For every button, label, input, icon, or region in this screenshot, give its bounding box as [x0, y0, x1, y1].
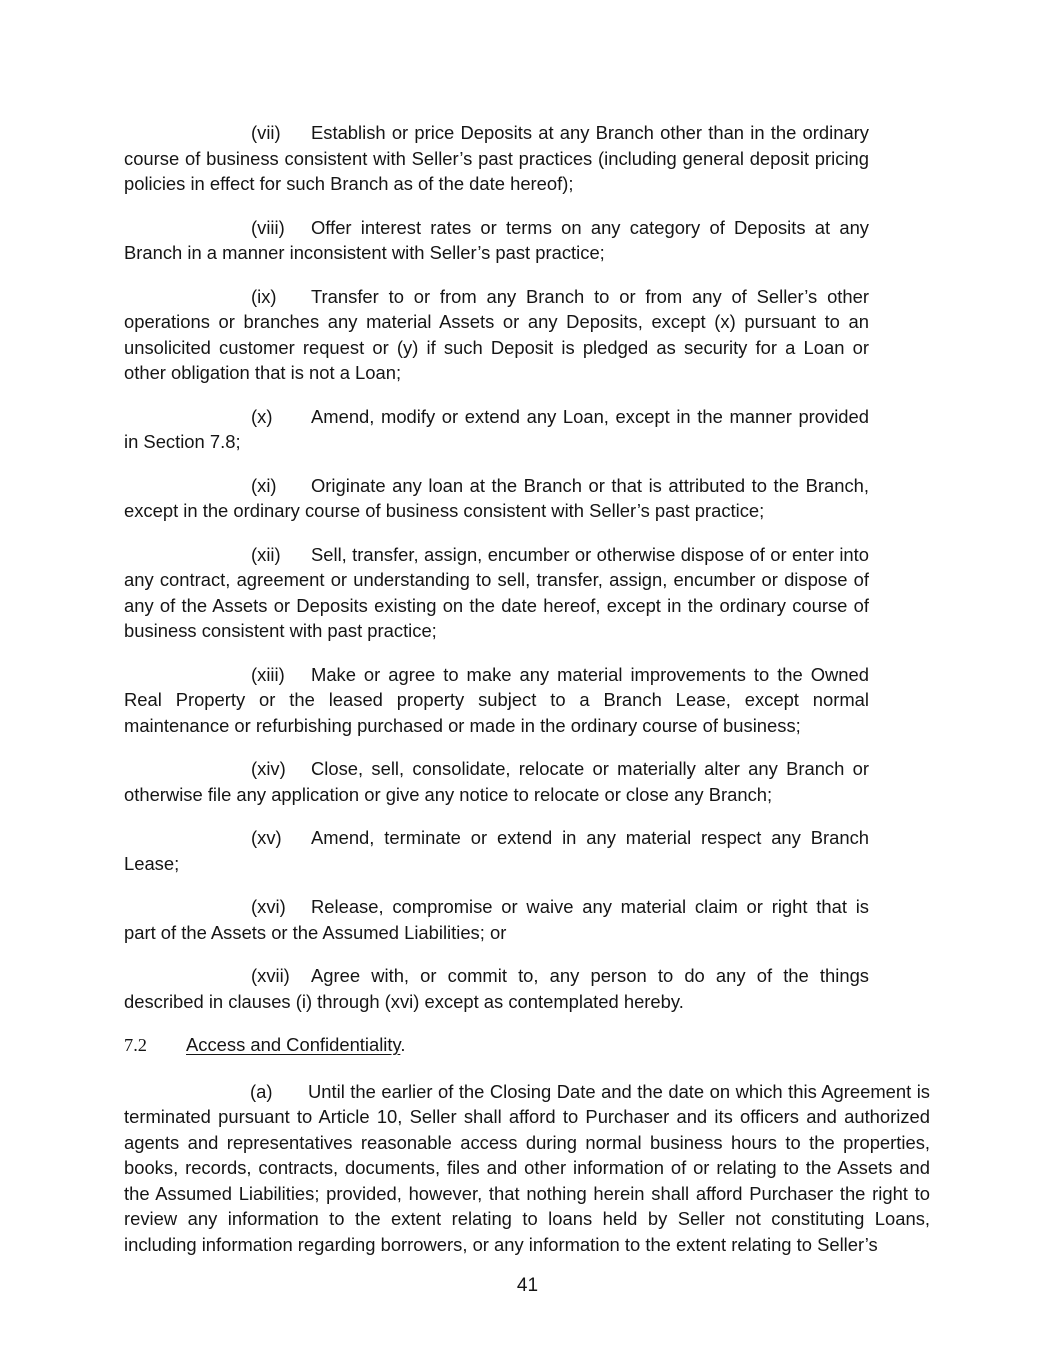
clause-number: (xvi): [251, 896, 286, 917]
clause-xiii: [124, 662, 869, 739]
section-title: Access and Confidentiality: [186, 1034, 401, 1055]
clause-number: (xvii): [251, 965, 290, 986]
clause-number: (x): [251, 405, 273, 427]
clause-number: (vii): [251, 122, 281, 143]
clause-text: Release, compromise or waive any material claim or right that is part of the Assets or the Assumed Liabilities; or: [124, 896, 869, 943]
paragraph-a: [124, 1079, 930, 1258]
clause-text: Originate any loan at the Branch or that is attributed to the Branch, except in the ordinary course of business consistent with Seller’s past practice;: [124, 474, 869, 521]
clause-xvi: [124, 894, 869, 945]
clause-text: Agree with, or commit to, any person to do any of the things described in clauses (i) through (xvi) except as contemplated hereby.: [124, 965, 869, 1012]
clause-text: Make or agree to make any material improvements to the Owned Real Property or the leased property subject to a Branch Lease, except normal maintenance or refurbishing purchased or made in the ordinary course of business;: [124, 663, 869, 736]
clause-text: Establish or price Deposits at any Branch other than in the ordinary course of business consistent with Seller’s past practices (including general deposit pricing policies in effect for such Branch as of the date hereof);: [124, 122, 869, 194]
section-number: 7.2: [124, 1035, 147, 1055]
clause-vii: [124, 120, 869, 197]
clause-number: (xiv): [251, 758, 286, 779]
clause-number: (xv): [251, 827, 282, 848]
clause-xi: [124, 473, 869, 524]
clause-ix: [124, 284, 869, 386]
clause-xvii: [124, 963, 869, 1014]
clause-text: Amend, modify or extend any Loan, except in the manner provided in Section 7.8;: [124, 405, 869, 452]
clause-text: Sell, transfer, assign, encumber or otherwise dispose of or enter into any contract, agreement or understanding to sell, transfer, assign, encumber or dispose of any of the Assets or Deposits existing on the date hereof, except in the ordinary course of business consistent with past practice;: [124, 543, 869, 641]
clause-text: Amend, terminate or extend in any material respect any Branch Lease;: [124, 827, 869, 874]
clause-number: (ix): [251, 285, 277, 307]
document-body: [124, 120, 930, 1275]
paragraph-letter: (a): [250, 1080, 273, 1102]
clause-number: (xiii): [251, 663, 285, 685]
clause-viii: [124, 215, 869, 266]
clause-x: [124, 404, 869, 455]
clause-number: (xi): [251, 474, 277, 496]
clause-number: (xii): [251, 543, 281, 565]
clause-text: Offer interest rates or terms on any category of Deposits at any Branch in a manner inconsistent with Seller’s past practice;: [124, 216, 869, 263]
clause-xiv: [124, 756, 869, 807]
clause-number: (viii): [251, 216, 285, 238]
clause-text: Close, sell, consolidate, relocate or materially alter any Branch or otherwise file any application or give any notice to relocate or close any Branch;: [124, 758, 869, 805]
clause-xii: [124, 542, 869, 644]
section-title-period: .: [400, 1034, 406, 1055]
section-heading-7-2: [124, 1032, 930, 1059]
page-number: 41: [516, 1275, 539, 1296]
clause-text: Transfer to or from any Branch to or from any of Seller’s other operations or branches any material Assets or any Deposits, except (x) pursuant to an unsolicited customer request or (y) if such Deposit is pledged as security for a Loan or other obligation that is not a Loan;: [124, 285, 869, 383]
paragraph-text: Until the earlier of the Closing Date and the date on which this Agreement is terminated pursuant to Article 10, Seller shall afford to Purchaser and its officers and authorized agents and representatives reasonable access during normal business hours to the properties, books, records, contracts, documents, files and other information of or relating to the Assets and the Assumed Liabilities; provided, however, that nothing herein shall afford Purchaser the right to review any information to the extent relating to loans held by Seller not constituting Loans, including information regarding borrowers, or any information to the extent relating to Seller’s: [124, 1080, 930, 1255]
clause-xv: [124, 825, 869, 876]
